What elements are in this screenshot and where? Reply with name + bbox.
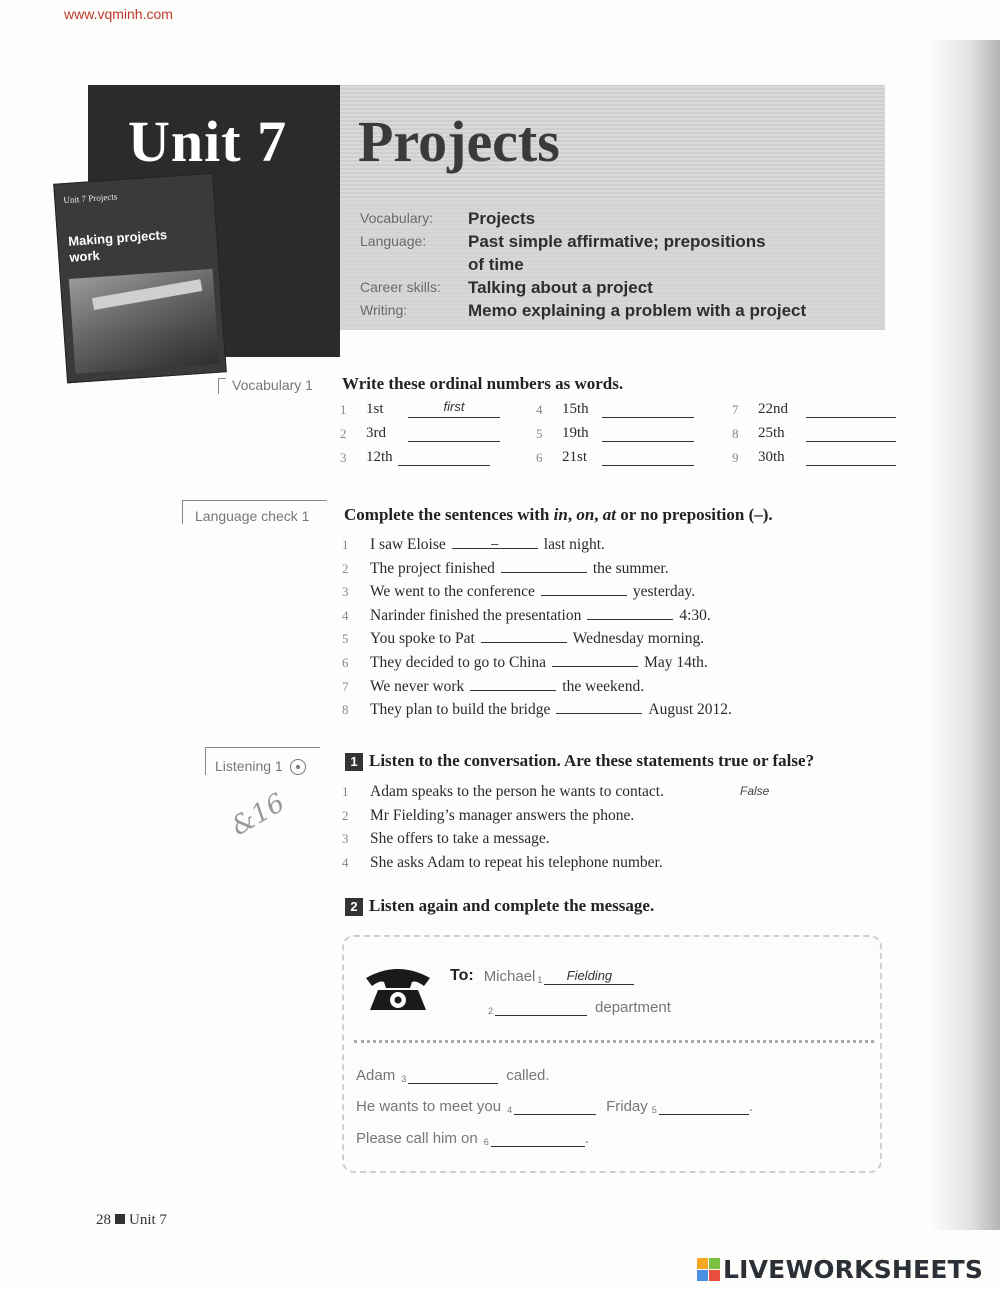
- handwritten-answer: Fielding: [566, 968, 613, 983]
- message-call-line: [356, 1130, 589, 1147]
- ordinal-word: 1st: [366, 401, 384, 417]
- topic-key: Writing:: [360, 302, 408, 318]
- statement-item: [342, 851, 769, 875]
- sentence-before: We never work: [370, 677, 465, 695]
- ordinal-item: [340, 448, 490, 466]
- message-department-line: [486, 999, 671, 1016]
- topic-key: Language:: [360, 233, 427, 249]
- handwritten-answer: –: [491, 536, 499, 551]
- answer-blank[interactable]: [408, 1068, 498, 1084]
- sentence-after: August 2012.: [648, 701, 732, 719]
- telephone-icon: [362, 964, 434, 1014]
- sentence-before: You spoke to Pat: [370, 630, 475, 648]
- section-label-vocabulary: Vocabulary 1: [232, 377, 313, 393]
- answer-blank[interactable]: [481, 627, 567, 643]
- blank-number: 4: [507, 1105, 513, 1115]
- item-number: 4: [536, 402, 543, 417]
- statement-item: [342, 780, 769, 804]
- answer-blank[interactable]: [602, 448, 694, 466]
- item-number: 2: [340, 426, 347, 441]
- answer-blank[interactable]: [541, 580, 627, 596]
- blank-number: 5: [651, 1105, 657, 1115]
- statement-text: She offers to take a message.: [370, 830, 550, 847]
- section-bracket: [218, 378, 226, 394]
- message-text: He wants to meet you: [356, 1098, 502, 1115]
- item-number: 3: [340, 450, 347, 465]
- item-number: 5: [342, 631, 349, 647]
- blank-number: 2: [488, 1006, 494, 1016]
- handwritten-answer[interactable]: False: [740, 784, 770, 798]
- item-number: 2: [342, 560, 349, 576]
- ordinal-item: [340, 424, 500, 442]
- unit-topics: [360, 207, 868, 322]
- item-number: 3: [342, 584, 349, 600]
- preposition-at: at: [602, 505, 617, 524]
- message-to-line: [450, 967, 634, 985]
- book-cover-image: [53, 173, 227, 384]
- item-number: 6: [342, 654, 349, 670]
- item-number: 7: [732, 402, 739, 417]
- statement-text: She asks Adam to repeat his telephone number.: [370, 853, 663, 871]
- instruction-text: or no preposition (–).: [616, 505, 773, 524]
- book-cover-small-text: Unit 7 Projects: [63, 191, 118, 206]
- answer-blank[interactable]: [514, 1099, 596, 1115]
- item-number: 8: [342, 702, 349, 718]
- item-number: 1: [342, 784, 349, 799]
- ordinal-word: 21st: [562, 449, 588, 465]
- handwritten-margin-note: &16: [226, 787, 290, 843]
- task-number-badge: 1: [345, 753, 363, 771]
- sentence-after: Wednesday morning.: [572, 630, 705, 648]
- instruction-text: Listen again and complete the message.: [369, 896, 655, 915]
- item-number: 8: [732, 426, 739, 441]
- message-caller-line: [356, 1067, 550, 1084]
- blank-number: 3: [401, 1074, 407, 1084]
- sentence-after: last night.: [543, 536, 605, 553]
- answer-blank[interactable]: [398, 448, 490, 466]
- page-footer: [96, 1212, 167, 1229]
- item-number: 9: [732, 450, 739, 465]
- sentence-item: [342, 580, 732, 604]
- answer-blank[interactable]: [544, 969, 634, 985]
- statement-item: [342, 827, 769, 851]
- listening-task1-instruction: [345, 751, 814, 771]
- sentence-after: the weekend.: [562, 677, 645, 695]
- answer-blank[interactable]: [806, 424, 896, 442]
- topic-key: Vocabulary:: [360, 210, 434, 226]
- item-number: 5: [536, 426, 543, 441]
- topic-key: Career skills:: [360, 279, 441, 295]
- item-number: 2: [342, 807, 349, 823]
- item-number: 7: [342, 678, 349, 694]
- book-cover-title: Making projects work: [67, 227, 168, 265]
- footer-unit: Unit 7: [129, 1212, 167, 1228]
- ordinal-item: [536, 424, 694, 442]
- answer-blank[interactable]: [491, 1131, 585, 1147]
- sentence-item: [342, 698, 732, 722]
- topic-value: of time: [468, 255, 524, 274]
- item-number: 1: [340, 402, 347, 417]
- ordinal-item: [536, 448, 694, 466]
- blank-number: 6: [483, 1137, 489, 1147]
- answer-blank[interactable]: [602, 424, 694, 442]
- sentence-item: [342, 604, 732, 628]
- statement-text: Adam speaks to the person he wants to contact.: [370, 783, 664, 800]
- answer-blank[interactable]: [495, 1000, 587, 1016]
- answer-blank[interactable]: [556, 698, 642, 714]
- answer-blank[interactable]: [806, 448, 896, 466]
- ordinal-word: 30th: [758, 449, 785, 465]
- to-label: To:: [450, 967, 474, 984]
- message-text: Friday: [606, 1098, 648, 1115]
- answer-blank[interactable]: [602, 400, 694, 418]
- section-label-language-check: Language check 1: [195, 508, 310, 524]
- item-number: 4: [342, 854, 349, 870]
- answer-blank[interactable]: [408, 400, 500, 418]
- site-url[interactable]: www.vqminh.com: [64, 6, 173, 22]
- topic-key: [360, 253, 468, 276]
- answer-blank[interactable]: [501, 557, 587, 573]
- item-number: 6: [536, 450, 543, 465]
- sentence-before: We went to the conference: [370, 583, 535, 601]
- answer-blank[interactable]: [587, 604, 673, 620]
- ordinal-item: [340, 400, 500, 418]
- topic-value: Past simple affirmative; prepositions: [468, 232, 766, 251]
- ordinal-item: [732, 448, 896, 466]
- audio-cd-icon[interactable]: [290, 759, 306, 775]
- handwritten-answer: first: [443, 399, 465, 414]
- message-text: called.: [506, 1067, 550, 1084]
- language-check-instruction: Complete the sentences with in, on, at or no preposition (–).: [344, 505, 773, 524]
- sentence-item: [342, 675, 732, 699]
- sentence-item: [342, 627, 732, 651]
- unit-label: Unit 7: [128, 109, 288, 174]
- square-bullet-icon: [115, 1214, 125, 1224]
- statement-text: Mr Fielding’s manager answers the phone.: [370, 806, 635, 824]
- ordinal-word: 19th: [562, 425, 589, 441]
- sentence-before: I saw Eloise: [370, 536, 446, 553]
- instruction-text: Listen to the conversation. Are these statements true or false?: [369, 751, 815, 770]
- ordinal-word: 15th: [562, 401, 589, 417]
- sentence-after: yesterday.: [632, 583, 696, 601]
- topic-row: [360, 230, 868, 253]
- answer-blank[interactable]: [806, 400, 896, 418]
- liveworksheets-wordmark: LIVEWORKSHEETS: [723, 1255, 984, 1284]
- sentence-after: May 14th.: [644, 653, 708, 671]
- task-number-badge: 2: [345, 898, 363, 916]
- department-text: department: [595, 999, 671, 1016]
- answer-blank[interactable]: [452, 533, 538, 549]
- listening-label-text: Listening 1: [215, 758, 283, 774]
- message-text: Please call him on: [356, 1130, 478, 1147]
- message-divider: [354, 1040, 874, 1043]
- ordinal-word: 25th: [758, 425, 785, 441]
- topic-value: Talking about a project: [468, 278, 653, 297]
- ordinal-word: 3rd: [366, 425, 386, 441]
- liveworksheets-icon: [697, 1258, 720, 1281]
- sentence-after: 4:30.: [679, 606, 711, 624]
- ordinal-item: [732, 424, 896, 442]
- ordinal-item: [536, 400, 694, 418]
- statement-item: [342, 804, 769, 828]
- message-meeting-line: [356, 1098, 753, 1115]
- topic-row: [360, 299, 868, 322]
- to-name: Michael: [483, 968, 536, 985]
- true-false-list: [342, 780, 769, 874]
- topic-value: Memo explaining a problem with a project: [468, 301, 807, 320]
- listening-task2-instruction: [345, 896, 654, 916]
- sentence-list: [342, 533, 732, 722]
- liveworksheets-logo[interactable]: [697, 1255, 983, 1284]
- topic-row: [360, 253, 868, 276]
- answer-blank[interactable]: [470, 675, 556, 691]
- answer-blank[interactable]: [659, 1099, 749, 1115]
- sentence-before: The project finished: [370, 559, 495, 577]
- ordinal-item: [732, 400, 896, 418]
- ordinal-word: 12th: [366, 449, 393, 465]
- sentence-item: [342, 651, 732, 675]
- item-number: 4: [342, 607, 349, 623]
- topic-row: [360, 207, 868, 230]
- answer-blank[interactable]: [408, 424, 500, 442]
- sentence-before: They plan to build the bridge: [370, 701, 551, 719]
- sentence-item: [342, 557, 732, 581]
- sentence-item: [342, 533, 732, 557]
- item-number: 1: [342, 537, 349, 552]
- preposition-in: in: [553, 505, 568, 524]
- page-number: 28: [96, 1212, 111, 1228]
- preposition-on: on: [576, 505, 595, 524]
- item-number: 3: [342, 831, 349, 846]
- topic-row: [360, 276, 868, 299]
- unit-title: Projects: [358, 109, 560, 174]
- sentence-after: the summer.: [592, 559, 669, 577]
- section-label-listening: [215, 758, 306, 775]
- topic-value: Projects: [468, 209, 536, 228]
- message-text: .: [748, 1098, 753, 1115]
- page-edge-shadow: [930, 40, 1000, 1230]
- sentence-before: They decided to go to China: [370, 653, 547, 671]
- message-text: .: [584, 1130, 589, 1147]
- instruction-text: Complete the sentences with: [344, 505, 554, 524]
- message-text: Adam: [356, 1067, 396, 1084]
- answer-blank[interactable]: [552, 651, 638, 667]
- vocabulary-instruction: Write these ordinal numbers as words.: [342, 374, 624, 393]
- blank-number: 1: [537, 975, 543, 985]
- ordinal-word: 22nd: [758, 401, 788, 417]
- sentence-before: Narinder finished the presentation: [370, 606, 582, 624]
